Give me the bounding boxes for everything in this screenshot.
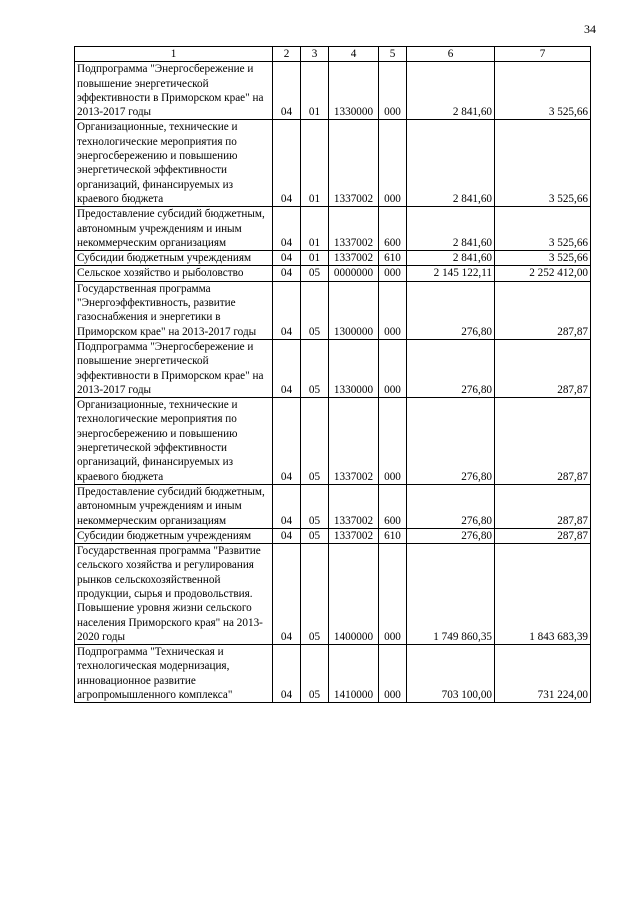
table-row (75, 484, 591, 528)
row-amount-1: 276,80 (407, 339, 495, 397)
row-section: 04 (273, 398, 301, 485)
table-row (75, 339, 591, 397)
row-subsection: 05 (301, 645, 329, 703)
row-target-article: 1337002 (329, 251, 379, 266)
row-amount-1: 703 100,00 (407, 645, 495, 703)
row-target-article: 1300000 (329, 281, 379, 339)
row-section: 04 (273, 207, 301, 251)
header-row (75, 47, 591, 62)
table-row (75, 251, 591, 266)
row-subsection: 05 (301, 528, 329, 543)
row-expense-type: 610 (379, 528, 407, 543)
row-section: 04 (273, 645, 301, 703)
header-cell: 6 (407, 47, 495, 62)
row-expense-type: 000 (379, 645, 407, 703)
row-expense-type: 600 (379, 207, 407, 251)
row-amount-1: 1 749 860,35 (407, 544, 495, 645)
table-row (75, 266, 591, 281)
row-section: 04 (273, 251, 301, 266)
row-name: Субсидии бюджетным учреждениям (75, 251, 273, 266)
row-amount-2: 287,87 (495, 528, 591, 543)
row-amount-1: 276,80 (407, 484, 495, 528)
table-row (75, 62, 591, 120)
row-subsection: 05 (301, 266, 329, 281)
row-subsection: 01 (301, 62, 329, 120)
page-number: 34 (584, 22, 596, 36)
row-amount-2: 2 252 412,00 (495, 266, 591, 281)
row-amount-1: 2 841,60 (407, 207, 495, 251)
row-subsection: 05 (301, 544, 329, 645)
row-name: Сельское хозяйство и рыболовство (75, 266, 273, 281)
row-amount-2: 1 843 683,39 (495, 544, 591, 645)
budget-table (74, 46, 591, 703)
table-row (75, 645, 591, 703)
row-subsection: 05 (301, 339, 329, 397)
row-amount-1: 2 841,60 (407, 251, 495, 266)
row-amount-1: 276,80 (407, 281, 495, 339)
row-amount-1: 2 841,60 (407, 120, 495, 207)
row-expense-type: 000 (379, 120, 407, 207)
row-name: Организационные, технические и технологические мероприятия по энергосбережению и повышению энергетической эффективности организаций, финансируемых из краевого бюджета (75, 398, 273, 485)
row-subsection: 01 (301, 251, 329, 266)
row-amount-2: 731 224,00 (495, 645, 591, 703)
row-name: Организационные, технические и технологические мероприятия по энергосбережению и повышению энергетической эффективности организаций, финансируемых из краевого бюджета (75, 120, 273, 207)
row-subsection: 01 (301, 207, 329, 251)
row-name: Предоставление субсидий бюджетным, автономным учреждениям и иным некоммерческим организациям (75, 207, 273, 251)
row-name: Государственная программа "Развитие сельского хозяйства и регулирования рынков сельскохозяйственной продукции, сырья и продовольствия. Повышение уровня жизни сельского населения Приморского края" на 2013-2020 годы (75, 544, 273, 645)
row-section: 04 (273, 281, 301, 339)
row-expense-type: 000 (379, 398, 407, 485)
row-target-article: 0000000 (329, 266, 379, 281)
table-row (75, 281, 591, 339)
row-expense-type: 000 (379, 281, 407, 339)
table-row (75, 207, 591, 251)
row-target-article: 1337002 (329, 207, 379, 251)
row-expense-type: 000 (379, 266, 407, 281)
row-amount-1: 2 841,60 (407, 62, 495, 120)
row-target-article: 1337002 (329, 484, 379, 528)
header-cell: 2 (273, 47, 301, 62)
row-section: 04 (273, 544, 301, 645)
row-amount-2: 3 525,66 (495, 120, 591, 207)
row-name: Субсидии бюджетным учреждениям (75, 528, 273, 543)
row-target-article: 1400000 (329, 544, 379, 645)
row-expense-type: 610 (379, 251, 407, 266)
row-amount-2: 287,87 (495, 339, 591, 397)
row-expense-type: 000 (379, 62, 407, 120)
row-target-article: 1337002 (329, 528, 379, 543)
header-cell: 4 (329, 47, 379, 62)
row-section: 04 (273, 266, 301, 281)
row-name: Подпрограмма "Энергосбережение и повышение энергетической эффективности в Приморском крае" на 2013-2017 годы (75, 339, 273, 397)
row-subsection: 01 (301, 120, 329, 207)
header-cell: 7 (495, 47, 591, 62)
row-expense-type: 000 (379, 339, 407, 397)
header-cell: 3 (301, 47, 329, 62)
row-amount-2: 287,87 (495, 484, 591, 528)
header-cell: 5 (379, 47, 407, 62)
row-section: 04 (273, 339, 301, 397)
row-subsection: 05 (301, 398, 329, 485)
row-name: Предоставление субсидий бюджетным, автономным учреждениям и иным некоммерческим организациям (75, 484, 273, 528)
table-row (75, 544, 591, 645)
table-row (75, 120, 591, 207)
row-expense-type: 000 (379, 544, 407, 645)
row-amount-2: 287,87 (495, 398, 591, 485)
row-target-article: 1410000 (329, 645, 379, 703)
row-subsection: 05 (301, 281, 329, 339)
table-body (75, 62, 591, 703)
row-target-article: 1330000 (329, 62, 379, 120)
row-subsection: 05 (301, 484, 329, 528)
row-section: 04 (273, 62, 301, 120)
row-amount-1: 276,80 (407, 398, 495, 485)
row-amount-2: 3 525,66 (495, 62, 591, 120)
header-cell: 1 (75, 47, 273, 62)
row-name: Подпрограмма "Энергосбережение и повышение энергетической эффективности в Приморском крае" на 2013-2017 годы (75, 62, 273, 120)
row-name: Государственная программа "Энергоэффективность, развитие газоснабжения и энергетики в Приморском крае" на 2013-2017 годы (75, 281, 273, 339)
row-target-article: 1337002 (329, 398, 379, 485)
row-expense-type: 600 (379, 484, 407, 528)
row-amount-2: 3 525,66 (495, 207, 591, 251)
row-amount-1: 2 145 122,11 (407, 266, 495, 281)
row-target-article: 1330000 (329, 339, 379, 397)
row-amount-2: 3 525,66 (495, 251, 591, 266)
row-section: 04 (273, 120, 301, 207)
row-section: 04 (273, 528, 301, 543)
table-row (75, 398, 591, 485)
row-name: Подпрограмма "Техническая и технологическая модернизация, инновационное развитие агропромышленного комплекса" (75, 645, 273, 703)
row-section: 04 (273, 484, 301, 528)
table-row (75, 528, 591, 543)
row-amount-2: 287,87 (495, 281, 591, 339)
row-amount-1: 276,80 (407, 528, 495, 543)
row-target-article: 1337002 (329, 120, 379, 207)
